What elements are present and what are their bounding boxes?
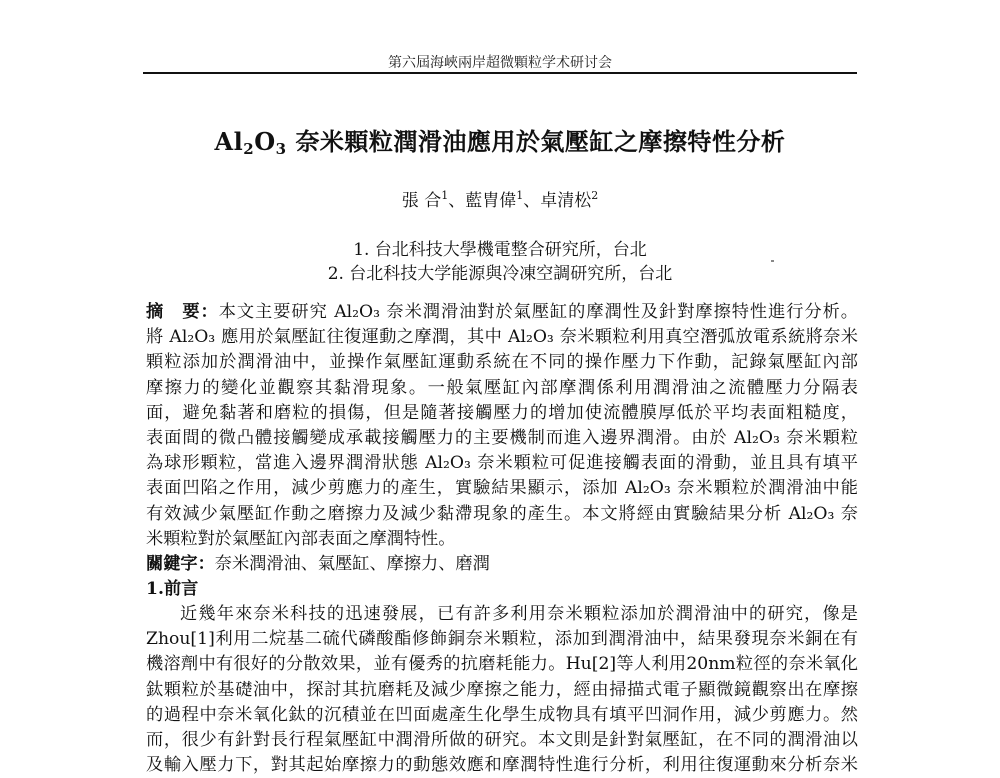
abstract-line: 摩擦力的變化並觀察其黏滑現象。一般氣壓缸內部摩潤係利用潤滑油之流體壓力分隔表 bbox=[146, 377, 858, 398]
intro-line: 機溶劑中有很好的分散效果，並有優秀的抗磨耗能力。Hu[2]等人利用20nm粒徑的奈米氧化 bbox=[146, 654, 858, 675]
author-name: 卓清松 bbox=[540, 191, 592, 211]
author-affil-mark: 2 bbox=[591, 189, 599, 202]
abstract-line: 摘 要：本文主要研究 Al₂O₃ 奈米潤滑油對於氣壓缸的摩潤性及針對摩擦特性進行分析。 bbox=[146, 302, 858, 322]
abstract-line: 為球形顆粒，當進入邊界潤滑狀態 Al₂O₃ 奈米顆粒可促進接觸表面的滑動，並且具有填平 bbox=[146, 453, 858, 474]
abstract-label: 摘 要： bbox=[146, 302, 219, 322]
affiliation-2: 2. 台北科技大学能源與冷凍空調研究所，台北 bbox=[327, 264, 673, 284]
author-name: 藍胄偉 bbox=[465, 191, 517, 211]
intro-line: 鈦顆粒於基礎油中，探討其抗磨耗及減少摩擦之能力，經由掃描式電子顯微鏡觀察出在摩擦 bbox=[146, 679, 858, 700]
intro-line: 而，很少有針對長行程氣壓缸中潤滑所做的研究。本文則是針對氣壓缸，在不同的潤滑油以 bbox=[146, 730, 858, 751]
paper-title bbox=[143, 122, 857, 158]
intro-line: 的過程中奈米氧化鈦的沉積並在凹面處產生化學生成物具有填平凹洞作用，減少剪應力。然 bbox=[146, 704, 858, 725]
intro-line: Zhou[1]利用二烷基二硫代磷酸酯修飾銅奈米顆粒，添加到潤滑油中，結果發現奈米銅在有 bbox=[146, 629, 858, 650]
introduction bbox=[146, 602, 858, 778]
header-rule bbox=[143, 72, 857, 74]
section-heading: 1.前言 bbox=[146, 579, 199, 599]
title-formula-al: Al bbox=[214, 127, 244, 156]
intro-line: 近幾年來奈米科技的迅速發展，已有許多利用奈米顆粒添加於潤滑油中的研究，像是 bbox=[180, 604, 858, 624]
abstract bbox=[146, 300, 858, 552]
author-affil-mark: 1 bbox=[516, 189, 524, 202]
title-text: 奈米顆粒潤滑油應用於氣壓缸之摩擦特性分析 bbox=[295, 127, 786, 156]
abstract-line: 米顆粒對於氣壓缸內部表面之摩潤特性。 bbox=[146, 528, 456, 549]
abstract-line: 有效減少氣壓缸作動之磨擦力及減少黏滯現象的產生。本文將經由實驗結果分析 Al₂O₃ 奈 bbox=[146, 503, 858, 524]
author-separator: 、 bbox=[448, 191, 466, 211]
keywords bbox=[146, 552, 858, 577]
keywords-text: 奈米潤滑油、氣壓缸、摩擦力、磨潤 bbox=[214, 554, 490, 574]
title-formula-sub2: 3 bbox=[275, 140, 287, 158]
title-formula-sub1: 2 bbox=[243, 140, 255, 158]
author-name: 張 合 bbox=[401, 191, 442, 211]
abstract-line: 將 Al₂O₃ 應用於氣壓缸往復運動之摩潤，其中 Al₂O₃ 奈米顆粒利用真空潛弧放電系統將奈米 bbox=[146, 327, 858, 348]
abstract-line: 顆粒添加於潤滑油中，並操作氣壓缸運動系統在不同的操作壓力下作動，記錄氣壓缸內部 bbox=[146, 352, 858, 373]
author-separator: 、 bbox=[523, 191, 541, 211]
author-affil-mark: 1 bbox=[441, 189, 449, 202]
affiliation-1: 1. 台北科技大學機電整合研究所，台北 bbox=[353, 240, 647, 260]
running-header: 第六屆海峽兩岸超微顆粒学术研讨会 bbox=[388, 55, 612, 71]
abstract-line: 表面間的微凸體接觸變成承載接觸壓力的主要機制而進入邊界潤滑。由於 Al₂O₃ 奈米顆粒 bbox=[146, 428, 858, 449]
intro-line: 及輸入壓力下，對其起始摩擦力的動態效應和摩潤特性進行分析，利用往復運動來分析奈米 bbox=[146, 755, 858, 776]
author-list bbox=[143, 186, 857, 211]
scan-speck bbox=[771, 260, 774, 262]
keywords-label: 關鍵字： bbox=[146, 554, 215, 574]
title-formula-o: O bbox=[254, 127, 276, 156]
abstract-line: 面，避免黏著和磨粒的損傷，但是隨著接觸壓力的增加使流體膜厚低於平均表面粗糙度， bbox=[146, 402, 858, 423]
abstract-line: 表面凹陷之作用，減少剪應力的產生，實驗結果顯示，添加 Al₂O₃ 奈米顆粒於潤滑油中能 bbox=[146, 478, 858, 499]
